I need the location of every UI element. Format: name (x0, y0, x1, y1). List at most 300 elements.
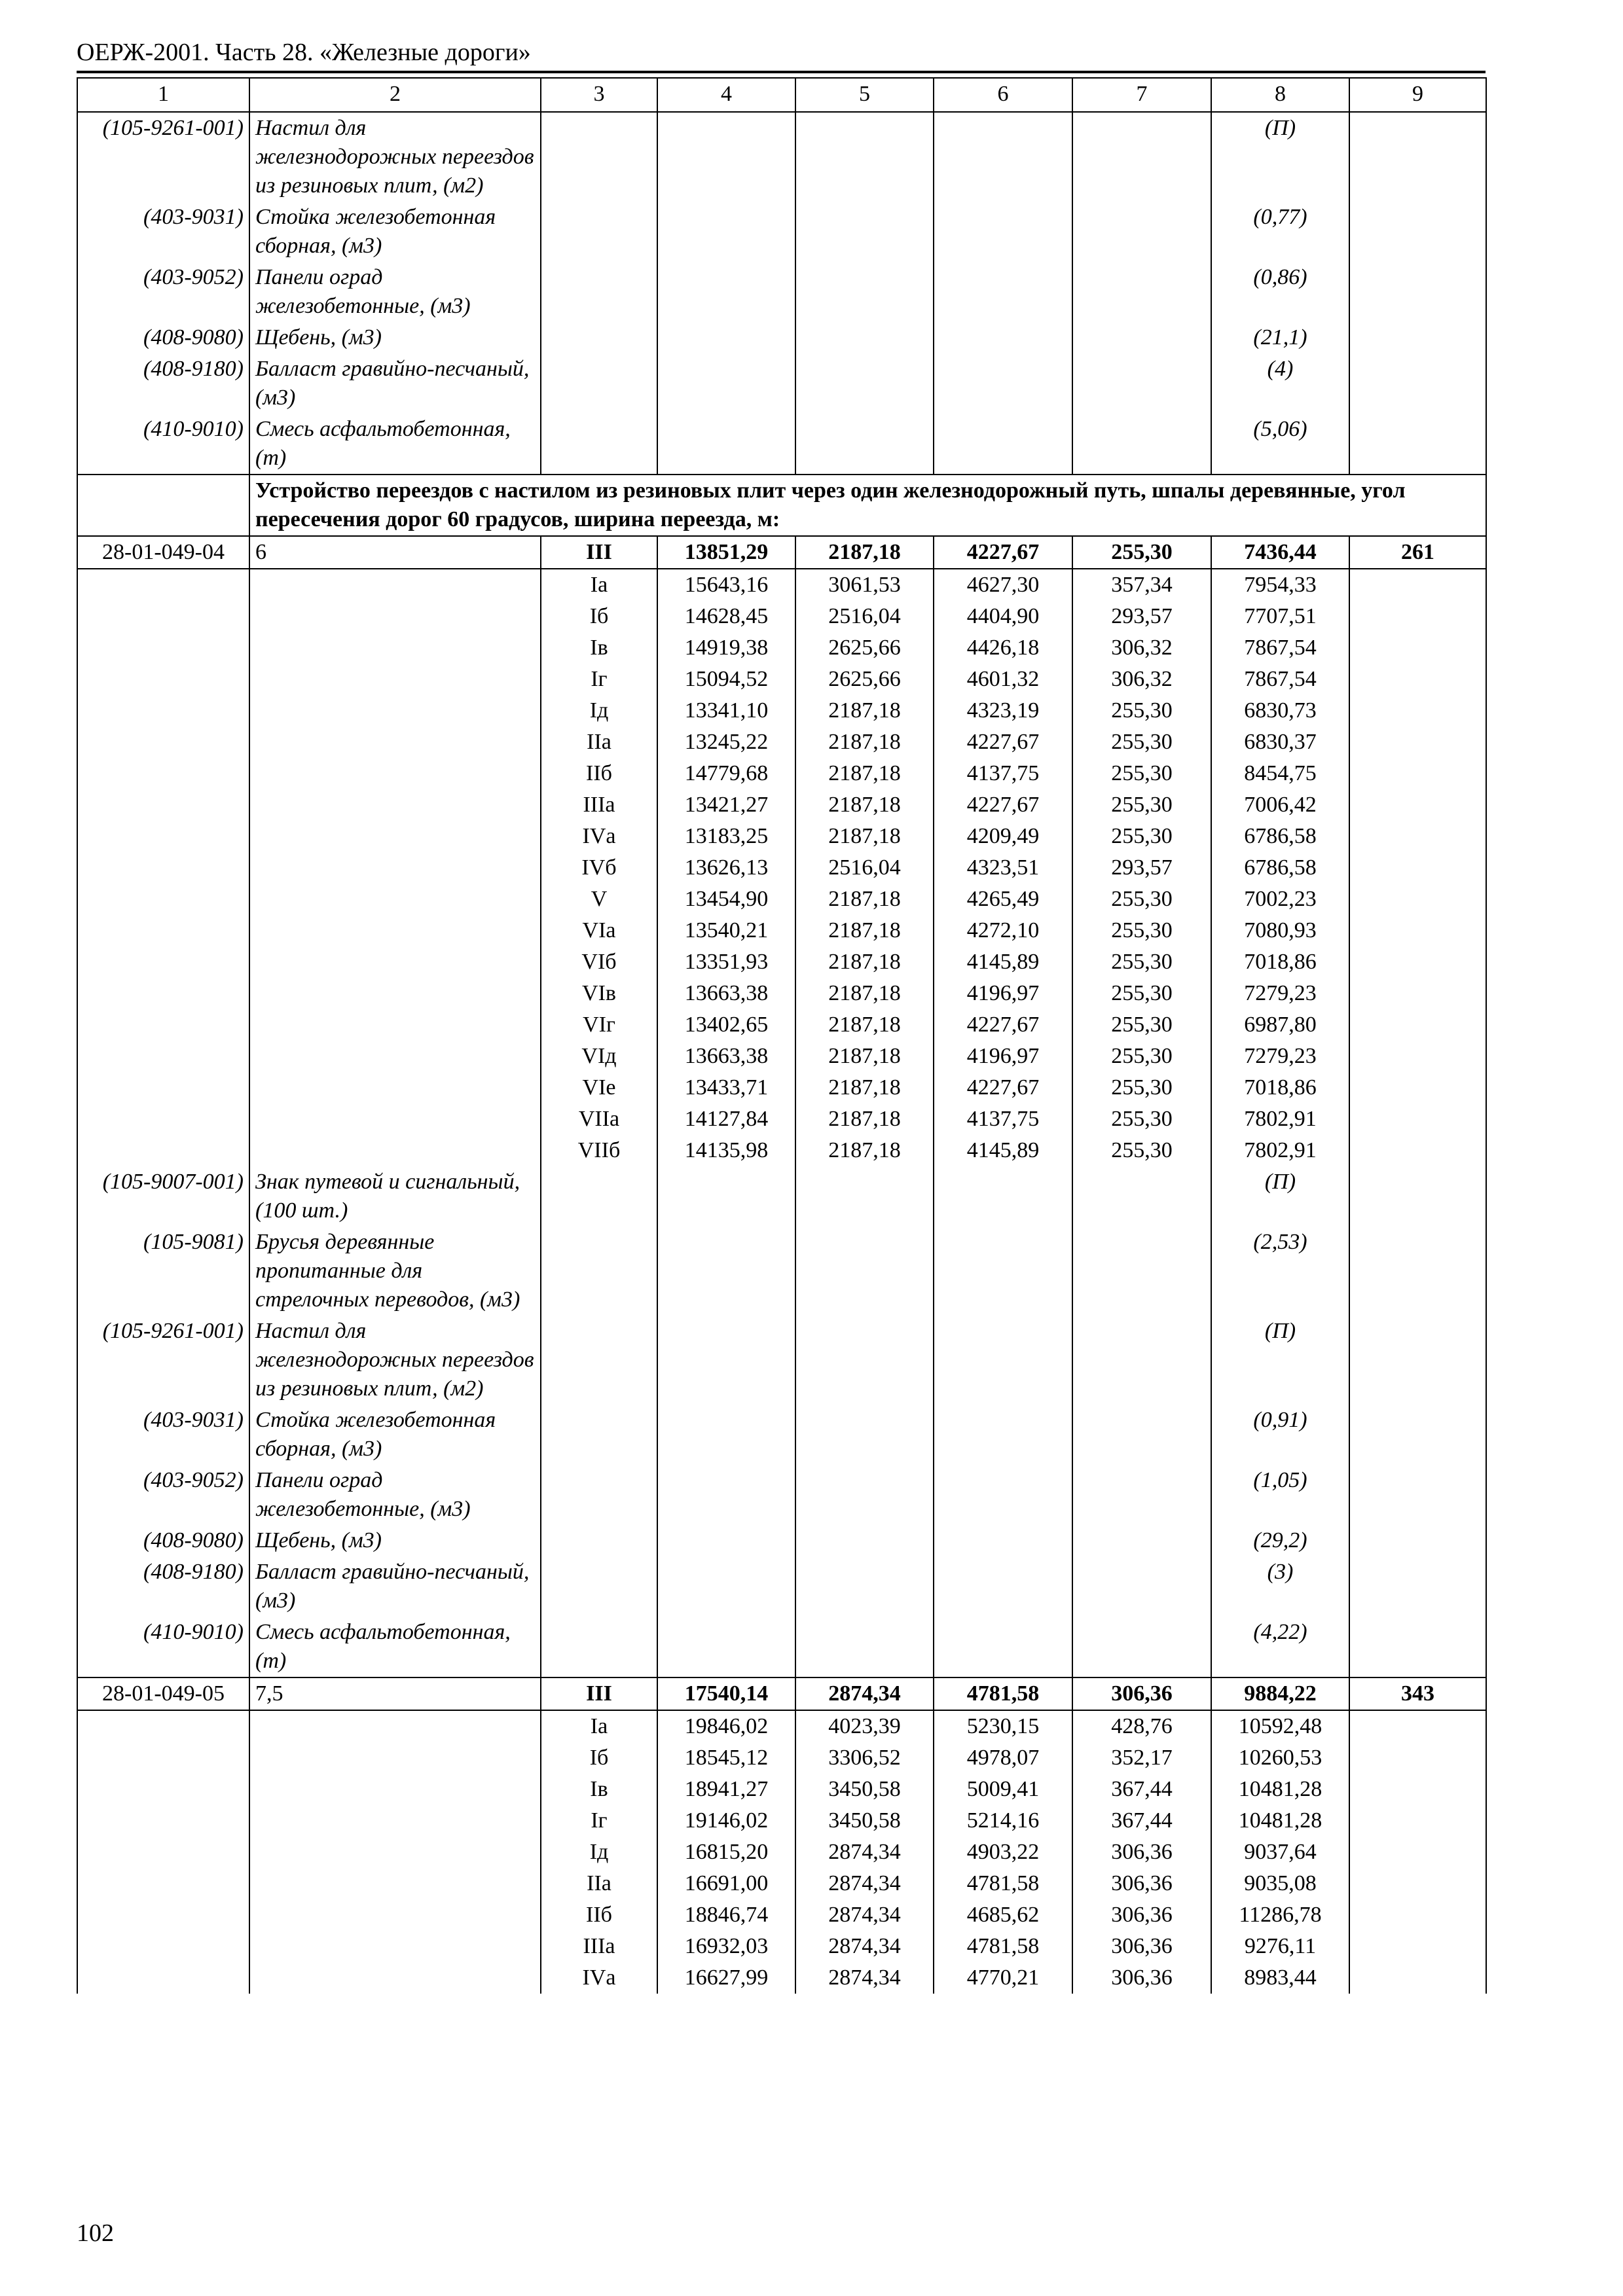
empty-cell (249, 695, 541, 726)
rate-value: 7002,23 (1211, 884, 1349, 915)
rate-code: 28-01-049-05 (77, 1677, 249, 1710)
empty-cell (77, 1103, 249, 1135)
rate-value: Iг (541, 664, 657, 695)
section-title: Устройство переездов с настилом из резиновых плит через один железнодорожный путь, шпалы деревянные, угол пересечения дорог 60 градусов, ширина переезда, м: (249, 475, 1486, 536)
empty-cell (77, 475, 249, 536)
rate-row (77, 821, 1486, 852)
empty-cell (1349, 322, 1486, 353)
empty-cell (77, 1805, 249, 1837)
rate-value: Iб (541, 601, 657, 632)
material-code: (403-9031) (77, 1405, 249, 1465)
rate-value: 2187,18 (795, 884, 934, 915)
material-code: (403-9052) (77, 262, 249, 322)
empty-cell (657, 353, 795, 414)
material-row (77, 112, 1486, 202)
empty-cell (1349, 262, 1486, 322)
empty-cell (249, 1072, 541, 1103)
rate-value: 4209,49 (934, 821, 1072, 852)
rate-value: 2874,34 (795, 1899, 934, 1931)
rate-value: 255,30 (1072, 978, 1211, 1009)
empty-cell (249, 1868, 541, 1899)
rates-table (77, 77, 1487, 1994)
empty-cell (657, 1617, 795, 1677)
rate-value: 4404,90 (934, 601, 1072, 632)
empty-cell (77, 915, 249, 946)
empty-cell (1349, 1405, 1486, 1465)
material-value: (П) (1211, 1316, 1349, 1405)
empty-cell (77, 1868, 249, 1899)
empty-cell (77, 884, 249, 915)
rate-value: 306,36 (1072, 1677, 1211, 1710)
rate-value: 18545,12 (657, 1742, 795, 1774)
rate-row (77, 601, 1486, 632)
empty-cell (1072, 262, 1211, 322)
rate-value: 7279,23 (1211, 978, 1349, 1009)
rate-value: 5230,15 (934, 1710, 1072, 1742)
rate-value: 9035,08 (1211, 1868, 1349, 1899)
material-name: Стойка железобетонная сборная, (м3) (249, 1405, 541, 1465)
empty-cell (249, 852, 541, 884)
rate-value: VIIб (541, 1135, 657, 1166)
rate-value: 4601,32 (934, 664, 1072, 695)
rate-value: 10592,48 (1211, 1710, 1349, 1742)
rate-row (77, 536, 1486, 569)
rate-value: 255,30 (1072, 1103, 1211, 1135)
empty-cell (1349, 758, 1486, 789)
empty-cell (77, 1742, 249, 1774)
empty-cell (249, 1962, 541, 1994)
rate-value: 19146,02 (657, 1805, 795, 1837)
empty-cell (795, 1617, 934, 1677)
empty-cell (541, 414, 657, 475)
material-value: (П) (1211, 1166, 1349, 1227)
rate-value: 2187,18 (795, 726, 934, 758)
rate-value: 2187,18 (795, 789, 934, 821)
rate-value: 255,30 (1072, 1041, 1211, 1072)
empty-cell (1349, 1931, 1486, 1962)
column-number-cell: 3 (541, 78, 657, 112)
rate-value: Iа (541, 569, 657, 601)
empty-cell (934, 1166, 1072, 1227)
empty-cell (249, 1742, 541, 1774)
rate-value: 255,30 (1072, 789, 1211, 821)
material-value: (0,77) (1211, 202, 1349, 262)
empty-cell (541, 1617, 657, 1677)
empty-cell (795, 112, 934, 202)
empty-cell (1349, 1465, 1486, 1525)
rate-value: 2187,18 (795, 1009, 934, 1041)
rate-row (77, 1931, 1486, 1962)
rate-value: VIв (541, 978, 657, 1009)
empty-cell (934, 112, 1072, 202)
empty-cell (1349, 202, 1486, 262)
material-code: (403-9052) (77, 1465, 249, 1525)
rate-value: 306,36 (1072, 1962, 1211, 1994)
empty-cell (934, 262, 1072, 322)
section-title-row (77, 475, 1486, 536)
rate-value: 2187,18 (795, 1041, 934, 1072)
rate-value: 6786,58 (1211, 852, 1349, 884)
rate-value: 357,34 (1072, 569, 1211, 601)
empty-cell (77, 789, 249, 821)
rate-value: 3061,53 (795, 569, 934, 601)
empty-cell (1349, 1009, 1486, 1041)
rate-value: 4627,30 (934, 569, 1072, 601)
empty-cell (541, 202, 657, 262)
column-number-cell: 2 (249, 78, 541, 112)
rate-value: 13245,22 (657, 726, 795, 758)
rate-value: 15094,52 (657, 664, 795, 695)
rate-value: 2625,66 (795, 664, 934, 695)
rate-value: Iг (541, 1805, 657, 1837)
header-rule (77, 71, 1486, 73)
empty-cell (795, 1525, 934, 1556)
rate-value: 17540,14 (657, 1677, 795, 1710)
rate-value: 15643,16 (657, 569, 795, 601)
empty-cell (1349, 601, 1486, 632)
material-code: (408-9180) (77, 353, 249, 414)
empty-cell (795, 1465, 934, 1525)
empty-cell (541, 1465, 657, 1525)
empty-cell (1072, 1556, 1211, 1617)
rate-row (77, 664, 1486, 695)
empty-cell (249, 1931, 541, 1962)
column-number-cell: 6 (934, 78, 1072, 112)
empty-cell (1072, 1227, 1211, 1316)
rate-value: VIе (541, 1072, 657, 1103)
rate-value: 19846,02 (657, 1710, 795, 1742)
rate-row (77, 789, 1486, 821)
rate-value: 293,57 (1072, 601, 1211, 632)
empty-cell (1349, 1135, 1486, 1166)
empty-cell (1349, 1556, 1486, 1617)
rate-row (77, 1837, 1486, 1868)
rate-value: IIа (541, 1868, 657, 1899)
rate-value: 2187,18 (795, 758, 934, 789)
rate-value: 6830,73 (1211, 695, 1349, 726)
column-number-cell: 1 (77, 78, 249, 112)
column-number-cell: 7 (1072, 78, 1211, 112)
empty-cell (934, 1316, 1072, 1405)
empty-cell (1349, 1710, 1486, 1742)
rate-row (77, 884, 1486, 915)
material-value: (21,1) (1211, 322, 1349, 353)
empty-cell (77, 1837, 249, 1868)
empty-cell (1349, 1962, 1486, 1994)
material-row (77, 1316, 1486, 1405)
rate-value: 4770,21 (934, 1962, 1072, 1994)
empty-cell (249, 1041, 541, 1072)
empty-cell (541, 1166, 657, 1227)
empty-cell (249, 569, 541, 601)
empty-cell (1072, 1465, 1211, 1525)
empty-cell (541, 1316, 657, 1405)
rate-value: 367,44 (1072, 1805, 1211, 1837)
rate-value: III (541, 536, 657, 569)
rate-value: 2187,18 (795, 1135, 934, 1166)
empty-cell (1072, 1166, 1211, 1227)
empty-cell (934, 414, 1072, 475)
rate-value: 13341,10 (657, 695, 795, 726)
rate-value: 16932,03 (657, 1931, 795, 1962)
empty-cell (249, 915, 541, 946)
material-row (77, 414, 1486, 475)
rate-value: 255,30 (1072, 758, 1211, 789)
rate-value: 7436,44 (1211, 536, 1349, 569)
material-value: (5,06) (1211, 414, 1349, 475)
empty-cell (1349, 852, 1486, 884)
rate-value: 13540,21 (657, 915, 795, 946)
empty-cell (77, 601, 249, 632)
rate-value: IIа (541, 726, 657, 758)
rate-value: VIг (541, 1009, 657, 1041)
empty-cell (77, 1009, 249, 1041)
rate-value: 9276,11 (1211, 1931, 1349, 1962)
empty-cell (1349, 1805, 1486, 1837)
empty-cell (657, 414, 795, 475)
rate-value: 13663,38 (657, 978, 795, 1009)
rate-row (77, 1774, 1486, 1805)
material-row (77, 322, 1486, 353)
empty-cell (249, 789, 541, 821)
rate-value: 2187,18 (795, 1103, 934, 1135)
empty-cell (1072, 353, 1211, 414)
rate-value: 5009,41 (934, 1774, 1072, 1805)
rate-value: 8983,44 (1211, 1962, 1349, 1994)
material-name: Балласт гравийно-песчаный, (м3) (249, 353, 541, 414)
rate-value: 10260,53 (1211, 1742, 1349, 1774)
rate-row (77, 1710, 1486, 1742)
material-name: Смесь асфальтобетонная, (т) (249, 414, 541, 475)
rate-value: 2516,04 (795, 601, 934, 632)
table-body (77, 78, 1486, 1994)
material-value: (2,53) (1211, 1227, 1349, 1316)
empty-cell (249, 664, 541, 695)
empty-cell (249, 758, 541, 789)
rate-value: 4196,97 (934, 1041, 1072, 1072)
material-name: Панели оград железобетонные, (м3) (249, 262, 541, 322)
rate-value: Iб (541, 1742, 657, 1774)
rate-value: 4903,22 (934, 1837, 1072, 1868)
rate-total: 261 (1349, 536, 1486, 569)
material-row (77, 1227, 1486, 1316)
material-code: (105-9261-001) (77, 112, 249, 202)
rate-value: 13402,65 (657, 1009, 795, 1041)
rate-value: 2874,34 (795, 1837, 934, 1868)
material-name: Знак путевой и сигнальный, (100 шт.) (249, 1166, 541, 1227)
empty-cell (934, 353, 1072, 414)
empty-cell (795, 322, 934, 353)
rate-value: 7867,54 (1211, 632, 1349, 664)
empty-cell (795, 1166, 934, 1227)
empty-cell (77, 978, 249, 1009)
empty-cell (657, 1166, 795, 1227)
rate-width: 7,5 (249, 1677, 541, 1710)
rate-row (77, 569, 1486, 601)
material-code: (410-9010) (77, 414, 249, 475)
rate-value: 2874,34 (795, 1868, 934, 1899)
rate-value: 7006,42 (1211, 789, 1349, 821)
rate-value: 7802,91 (1211, 1135, 1349, 1166)
material-name: Брусья деревянные пропитанные для стрелочных переводов, (м3) (249, 1227, 541, 1316)
rate-row (77, 1899, 1486, 1931)
rate-value: 2516,04 (795, 852, 934, 884)
rate-value: 2874,34 (795, 1677, 934, 1710)
rate-value: 4137,75 (934, 758, 1072, 789)
material-name: Стойка железобетонная сборная, (м3) (249, 202, 541, 262)
rate-value: 4272,10 (934, 915, 1072, 946)
empty-cell (1349, 1072, 1486, 1103)
empty-cell (1349, 1227, 1486, 1316)
rate-value: 293,57 (1072, 852, 1211, 884)
empty-cell (657, 1405, 795, 1465)
rate-row (77, 758, 1486, 789)
empty-cell (541, 112, 657, 202)
material-code: (403-9031) (77, 202, 249, 262)
rate-value: 6786,58 (1211, 821, 1349, 852)
empty-cell (249, 601, 541, 632)
empty-cell (934, 322, 1072, 353)
empty-cell (1072, 1405, 1211, 1465)
rate-value: 7707,51 (1211, 601, 1349, 632)
rate-value: 13851,29 (657, 536, 795, 569)
rate-value: 3450,58 (795, 1805, 934, 1837)
empty-cell (1072, 1617, 1211, 1677)
rate-value: 2187,18 (795, 915, 934, 946)
empty-cell (934, 202, 1072, 262)
rate-value: 14919,38 (657, 632, 795, 664)
rate-value: VIб (541, 946, 657, 978)
rate-row (77, 1805, 1486, 1837)
material-name: Панели оград железобетонные, (м3) (249, 1465, 541, 1525)
rate-row (77, 978, 1486, 1009)
empty-cell (1349, 1166, 1486, 1227)
rate-value: 14135,98 (657, 1135, 795, 1166)
empty-cell (249, 1837, 541, 1868)
empty-cell (657, 1465, 795, 1525)
empty-cell (657, 322, 795, 353)
column-number-cell: 5 (795, 78, 934, 112)
rate-value: 255,30 (1072, 946, 1211, 978)
empty-cell (541, 353, 657, 414)
empty-cell (249, 1009, 541, 1041)
rate-value: 4426,18 (934, 632, 1072, 664)
empty-cell (77, 664, 249, 695)
empty-cell (795, 1556, 934, 1617)
material-name: Балласт гравийно-песчаный, (м3) (249, 1556, 541, 1617)
material-row (77, 1556, 1486, 1617)
rate-value: 13421,27 (657, 789, 795, 821)
rate-value: 255,30 (1072, 1009, 1211, 1041)
empty-cell (1072, 202, 1211, 262)
empty-cell (77, 1962, 249, 1994)
empty-cell (541, 1227, 657, 1316)
rate-value: 2187,18 (795, 695, 934, 726)
empty-cell (541, 1525, 657, 1556)
material-row (77, 262, 1486, 322)
rate-value: 4145,89 (934, 1135, 1072, 1166)
rate-value: 4227,67 (934, 789, 1072, 821)
rate-value: 352,17 (1072, 1742, 1211, 1774)
empty-cell (795, 1316, 934, 1405)
empty-cell (77, 569, 249, 601)
rate-value: 306,36 (1072, 1899, 1211, 1931)
rate-value: 7018,86 (1211, 1072, 1349, 1103)
rate-value: 306,32 (1072, 632, 1211, 664)
empty-cell (1349, 946, 1486, 978)
rate-value: 2874,34 (795, 1962, 934, 1994)
empty-cell (1349, 1103, 1486, 1135)
rate-row (77, 915, 1486, 946)
empty-cell (249, 1103, 541, 1135)
rate-row (77, 1135, 1486, 1166)
empty-cell (77, 852, 249, 884)
material-row (77, 1465, 1486, 1525)
rate-value: 9884,22 (1211, 1677, 1349, 1710)
material-value: (4) (1211, 353, 1349, 414)
rate-value: IIIа (541, 1931, 657, 1962)
empty-cell (657, 1556, 795, 1617)
empty-cell (657, 1525, 795, 1556)
empty-cell (77, 695, 249, 726)
rate-value: 14779,68 (657, 758, 795, 789)
rate-value: 18941,27 (657, 1774, 795, 1805)
empty-cell (1349, 632, 1486, 664)
material-row (77, 353, 1486, 414)
rate-value: 4685,62 (934, 1899, 1072, 1931)
material-value: (1,05) (1211, 1465, 1349, 1525)
empty-cell (1349, 1837, 1486, 1868)
rate-value: 13626,13 (657, 852, 795, 884)
empty-cell (1349, 695, 1486, 726)
rate-value: IVа (541, 821, 657, 852)
rate-row (77, 1677, 1486, 1710)
rate-value: 4137,75 (934, 1103, 1072, 1135)
empty-cell (1349, 569, 1486, 601)
column-number-cell: 9 (1349, 78, 1486, 112)
empty-cell (1349, 414, 1486, 475)
empty-cell (1349, 1742, 1486, 1774)
empty-cell (657, 112, 795, 202)
rate-value: Iв (541, 1774, 657, 1805)
empty-cell (657, 1227, 795, 1316)
empty-cell (77, 726, 249, 758)
rate-value: V (541, 884, 657, 915)
empty-cell (77, 1135, 249, 1166)
empty-cell (657, 262, 795, 322)
rate-value: 7867,54 (1211, 664, 1349, 695)
empty-cell (541, 262, 657, 322)
material-name: Настил для железнодорожных переездов из резиновых плит, (м2) (249, 1316, 541, 1405)
material-row (77, 1166, 1486, 1227)
rate-value: 2187,18 (795, 946, 934, 978)
material-code: (105-9081) (77, 1227, 249, 1316)
rate-row (77, 1009, 1486, 1041)
rate-value: 4323,19 (934, 695, 1072, 726)
material-code: (105-9007-001) (77, 1166, 249, 1227)
rate-value: VIд (541, 1041, 657, 1072)
empty-cell (77, 758, 249, 789)
rate-value: 16691,00 (657, 1868, 795, 1899)
rate-row (77, 1041, 1486, 1072)
material-code: (408-9080) (77, 1525, 249, 1556)
rate-value: VIа (541, 915, 657, 946)
empty-cell (934, 1465, 1072, 1525)
rate-value: 2625,66 (795, 632, 934, 664)
empty-cell (541, 322, 657, 353)
material-row (77, 1405, 1486, 1465)
material-name: Щебень, (м3) (249, 322, 541, 353)
